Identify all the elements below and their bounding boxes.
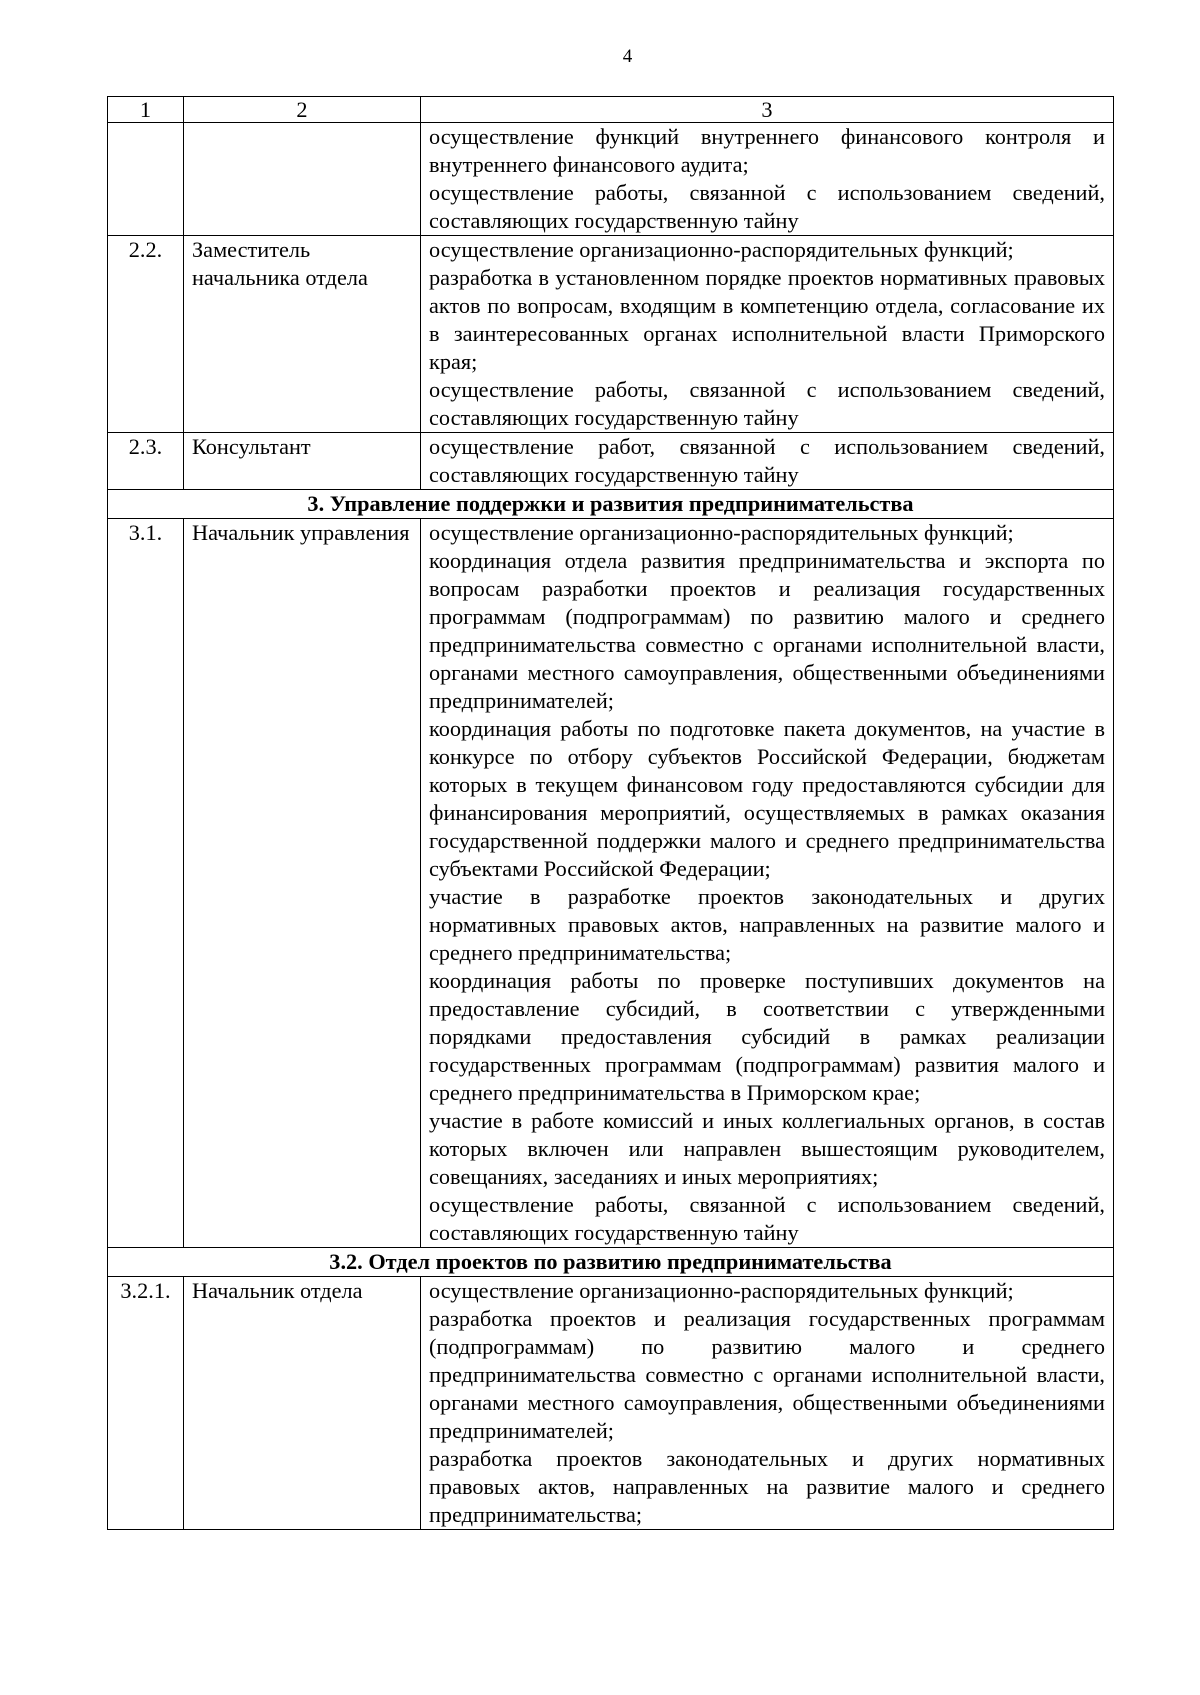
table-header-row <box>108 97 1114 123</box>
header-col-2: 2 <box>184 97 421 123</box>
table-row <box>108 236 1114 433</box>
duty-item: осуществление организационно-распорядительных функций; <box>429 237 1014 262</box>
section-heading-row <box>108 1248 1114 1277</box>
section-title: 3. Управление поддержки и развития предпринимательства <box>108 490 1114 519</box>
duties-table <box>107 96 1114 1530</box>
duties-cell <box>421 236 1114 433</box>
position-title: Заместитель начальника отдела <box>184 236 421 433</box>
duty-item: осуществление работ, связанной с использованием сведений, составляющих государственную тайну <box>429 434 1105 487</box>
section-heading-row <box>108 490 1114 519</box>
duty-item: осуществление организационно-распорядительных функций; <box>429 520 1014 545</box>
table-row <box>108 123 1114 236</box>
duties-cell <box>421 433 1114 490</box>
duty-item: осуществление работы, связанной с использованием сведений, составляющих государственную тайну <box>429 1192 1105 1245</box>
duty-item: разработка проектов законодательных и других нормативных правовых актов, направленных на развитие малого и среднего предпринимательства; <box>429 1446 1105 1527</box>
duty-item: осуществление функций внутреннего финансового контроля и внутреннего финансового аудита; <box>429 124 1105 177</box>
duty-item: осуществление работы, связанной с использованием сведений, составляющих государственную тайну <box>429 180 1105 233</box>
duty-item: участие в работе комиссий и иных коллегиальных органов, в состав которых включен или направлен вышестоящим руководителем, совещаниях, заседаниях и иных мероприятиях; <box>429 1108 1105 1189</box>
duty-item: разработка в установленном порядке проектов нормативных правовых актов по вопросам, входящим в компетенцию отдела, согласование их в заинтересованных органах исполнительной власти Приморского края; <box>429 265 1105 374</box>
table-row <box>108 519 1114 1248</box>
page-number: 4 <box>622 46 633 67</box>
item-number: 2.3. <box>108 433 184 490</box>
duty-item: координация работы по проверке поступивших документов на предоставление субсидий, в соответствии с утвержденными порядками предоставления субсидий в рамках реализации государственных программам (подпрограммам) развития малого и среднего предпринимательства в Приморском крае; <box>429 968 1105 1105</box>
duties-cell <box>421 519 1114 1248</box>
header-col-1: 1 <box>108 97 184 123</box>
duty-item: осуществление работы, связанной с использованием сведений, составляющих государственную тайну <box>429 377 1105 430</box>
position-title: Начальник управления <box>184 519 421 1248</box>
item-number: 2.2. <box>108 236 184 433</box>
duties-cell <box>421 1277 1114 1530</box>
duty-item: координация работы по подготовке пакета документов, на участие в конкурсе по отбору субъектов Российской Федерации, бюджетам которых в текущем финансовом году предоставляются субсидии для финансирования мероприятий, осуществляемых в рамках оказания государственной поддержки малого и среднего предпринимательства субъектами Российской Федерации; <box>429 716 1105 881</box>
duties-cell <box>421 123 1114 236</box>
duty-item: осуществление организационно-распорядительных функций; <box>429 1278 1014 1303</box>
position-title: Начальник отдела <box>184 1277 421 1530</box>
item-number: 3.2.1. <box>108 1277 184 1530</box>
duty-item: участие в разработке проектов законодательных и других нормативных правовых актов, направленных на развитие малого и среднего предпринимательства; <box>429 884 1105 965</box>
item-number <box>108 123 184 236</box>
table-row <box>108 433 1114 490</box>
section-title: 3.2. Отдел проектов по развитию предпринимательства <box>108 1248 1114 1277</box>
duty-item: разработка проектов и реализация государственных программам (подпрограммам) по развитию малого и среднего предпринимательства совместно с органами исполнительной власти, органами местного самоуправления, общественными объединениями предпринимателей; <box>429 1306 1105 1443</box>
position-title <box>184 123 421 236</box>
item-number: 3.1. <box>108 519 184 1248</box>
position-title: Консультант <box>184 433 421 490</box>
duty-item: координация отдела развития предпринимательства и экспорта по вопросам разработки проектов и реализация государственных программам (подпрограммам) по развитию малого и среднего предпринимательства совместно с органами исполнительной власти, органами местного самоуправления, общественными объединениями предпринимателей; <box>429 548 1105 713</box>
header-col-3: 3 <box>421 97 1114 123</box>
table-row <box>108 1277 1114 1530</box>
